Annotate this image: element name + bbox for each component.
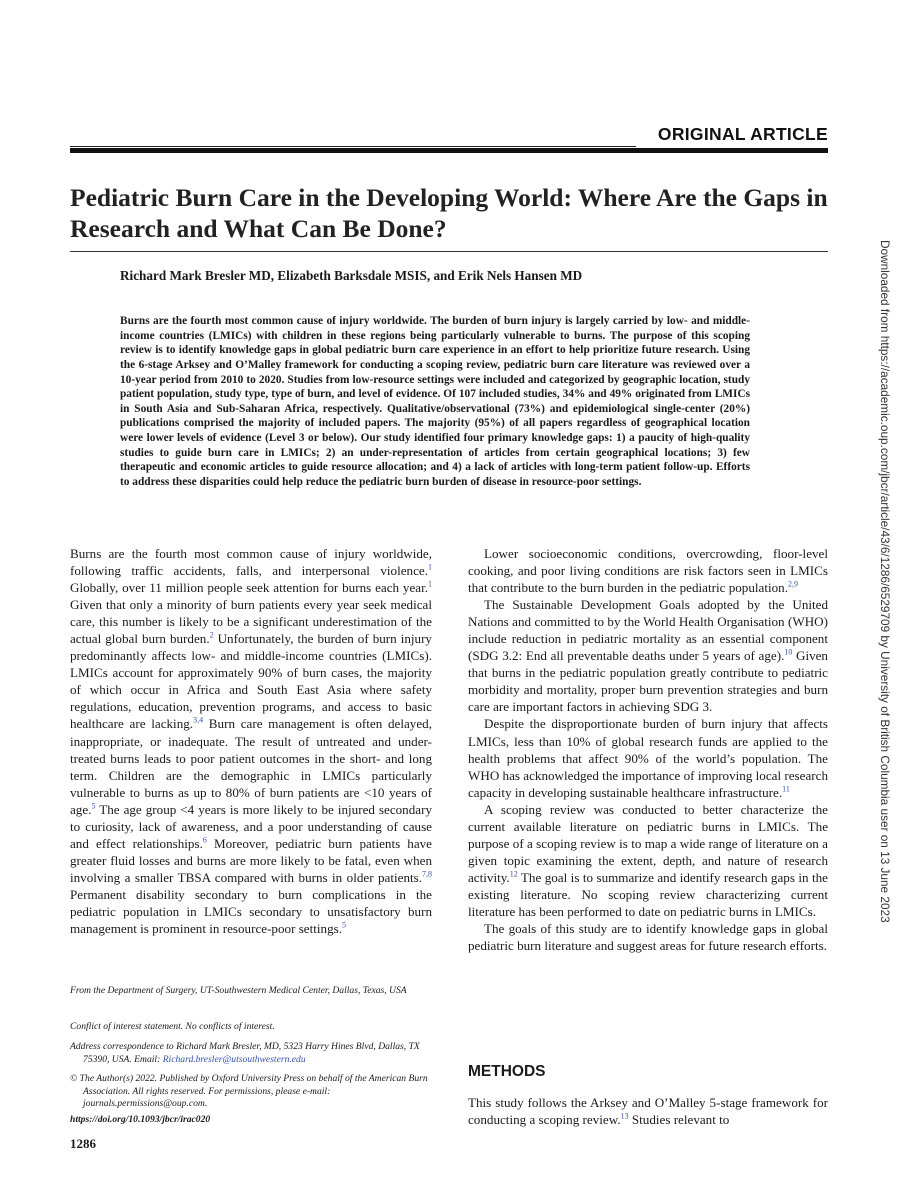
correspondence-email-link[interactable]: Richard.bresler@utsouthwestern.edu: [162, 1053, 306, 1065]
correspondence-address: Address correspondence to Richard Mark Bresler, MD, 5323 Harry Hines Blvd, Dallas, TX 75390, USA. Email:: [70, 1041, 420, 1065]
paragraph-text: Unfortunately, the burden of burn injury predominantly affects low- and middle-income countries (LMICs). LMICs account for approximately 90% of burn cases, the majority of which occur in Africa and South East Asia where safety regulations, education, prevention programs, and access to basic healthcare are lacking.: [70, 631, 432, 732]
methods-text-post: Studies relevant to: [628, 1112, 730, 1128]
article-title: Pediatric Burn Care in the Developing World: Where Are the Gaps in Research and What Can Be Done?: [70, 183, 828, 243]
paragraph-text: Burn care management is often delayed, inappropriate, or inadequate. The result of untreated and under-treated burns leads to poor patient outcomes in the short- and long term. Children are the demographic in LMICs particularly vulnerable to burns as up to 80% of burn patients are <10 years of age.: [70, 716, 432, 817]
download-notice-text: Downloaded from https://academic.oup.com/jbcr/article/43/6/1286/6529709 by University of British Columbia user on 13 June 2023: [878, 240, 892, 923]
paragraph-text: A scoping review was conducted to better characterize the current available literature on pediatric burns in LMICs. The purpose of a scoping review is to map a wide range of literature on a given topic examining the extent, depth, and nature of research activity.: [468, 801, 828, 885]
header-rule-thick: [70, 148, 828, 153]
correspondence-text: [70, 1041, 435, 1066]
reference-link[interactable]: 3,4: [193, 716, 204, 726]
paragraph-text: Globally, over 11 million people seek attention for burns each year.: [70, 580, 428, 596]
reference-link[interactable]: 10: [784, 647, 793, 657]
footnote-copyright: [70, 1073, 435, 1111]
footnote-affiliation: [70, 985, 435, 998]
reference-link[interactable]: 1: [428, 579, 432, 589]
section-label: ORIGINAL ARTICLE: [657, 124, 828, 144]
body-paragraph: [468, 545, 828, 596]
page-number: 1286: [70, 1136, 96, 1151]
methods-text: [468, 1094, 828, 1128]
reference-link[interactable]: 2: [209, 630, 214, 640]
reference-link[interactable]: 13: [620, 1111, 629, 1121]
footnote-conflict: [70, 1021, 435, 1034]
reference-link[interactable]: 7,8: [422, 869, 432, 879]
paragraph-text: The age group <4 years is more likely to be injured secondary to curiosity, lack of awareness, and a poor understanding of cause and effect relationships.: [70, 801, 432, 851]
reference-link[interactable]: 6: [202, 835, 207, 845]
reference-link[interactable]: 2,9: [788, 579, 798, 589]
methods-text-pre: This study follows the Arksey and O’Malley 5-stage framework for conducting a scoping review.: [468, 1095, 828, 1128]
reference-link[interactable]: 5: [91, 801, 96, 811]
paragraph-text: Lower socioeconomic conditions, overcrowding, floor-level cooking, and poor living conditions are risk factors seen in LMICs that contribute to the burn burden in the pediatric population.: [468, 546, 828, 596]
author-list: Richard Mark Bresler MD, Elizabeth Barksdale MSIS, and Erik Nels Hansen MD: [120, 268, 583, 283]
paragraph-text: The goals of this study are to identify knowledge gaps in global pediatric burn literature and suggest areas for future research efforts.: [468, 921, 828, 954]
reference-link[interactable]: 12: [509, 869, 518, 879]
body-column-right: [468, 545, 828, 954]
title-rule: [70, 251, 828, 252]
paragraph-text: Moreover, pediatric burn patients have greater fluid losses and burns are more likely to be fatal, even when involving a smaller TBSA compared with burns in older patients.: [70, 835, 432, 885]
paragraph-text: Permanent disability secondary to burn complications in the pediatric population in LMICs secondary to unsatisfactory burn management is prominent in resource-poor settings.: [70, 886, 432, 937]
footnote-correspondence: [70, 1041, 435, 1066]
body-paragraph: [468, 801, 828, 920]
affiliation-text: From the Department of Surgery, UT-Southwestern Medical Center, Dallas, Texas, USA: [70, 985, 407, 996]
conflict-text: Conflict of interest statement. No conflicts of interest.: [70, 1021, 275, 1032]
body-paragraph: [468, 596, 828, 715]
copyright-text: © The Author(s) 2022. Published by Oxford University Press on behalf of the American Burn Association. All rights reserved. For permissions, please e-mail: journals.permissions@oup.com.: [70, 1073, 428, 1110]
paragraph-text: The goal is to summarize and identify research gaps in the existing literature. No scoping review characterizing current literature has been performed to date on pediatric burns in LMICs.: [468, 869, 828, 919]
body-paragraph: [468, 715, 828, 800]
doi-link[interactable]: https://doi.org/10.1093/jbcr/irac020: [70, 1114, 211, 1125]
reference-link[interactable]: 1: [428, 562, 432, 572]
body-paragraph: [70, 545, 432, 937]
body-column-left: [70, 545, 432, 937]
methods-heading: METHODS: [468, 1063, 546, 1080]
paragraph-text: Given that only a minority of burn patients every year seek medical care, this number is likely to be a significant underestimation of the actual global burn burden.: [70, 597, 432, 647]
download-notice: [878, 240, 894, 1140]
body-paragraph: [468, 920, 828, 954]
paragraph-text: The Sustainable Development Goals adopted by the United Nations and committed to by the World Health Organisation (WHO) include reduction in pediatric mortality as an essential component (SDG 3.2: End all preventable deaths under 5 years of age).: [468, 597, 828, 664]
abstract: Burns are the fourth most common cause of injury worldwide. The burden of burn injury is largely carried by low- and middle-income countries (LMICs) with children in these regions being particularly vulnerable to burns. The purpose of this scoping review is to identify knowledge gaps in global pediatric burn care experience in an effort to help prioritize future research. Using the 6-stage Arksey and O’Malley framework for conducting a scoping review, pediatric burn care literature was reviewed over a 10-year period from 2010 to 2020. Studies from low-resource settings were included and categorized by geographic location, study patient population, study type, type of burn, and level of evidence. Of 107 included studies, 34% and 49% originated from LMICs in South Asia and Sub-Saharan Africa, respectively. Qualitative/observational (73%) and epidemiological single-center (20%) publications comprised the majority of included papers. The majority (95%) of all papers regardless of geographical location were lower levels of evidence (Level 3 or below). Our study identified four primary knowledge gaps: 1) a paucity of high-quality studies to guide burn care in LMICs; 2) an under-representation of articles from certain geographical locations; 3) few therapeutic and economic articles to guide resource allocation; and 4) a lack of articles with long-term patient follow-up. Efforts to address these disparities could help reduce the pediatric burn burden of disease in resource-poor settings.: [120, 315, 750, 488]
header-rule-thin: [70, 146, 636, 147]
paragraph-text: Burns are the fourth most common cause of injury worldwide, following traffic accidents, falls, and interpersonal violence.: [70, 546, 432, 579]
reference-link[interactable]: 11: [782, 784, 790, 794]
paragraph-text: Despite the disproportionate burden of burn injury that affects LMICs, less than 10% of global research funds are applied to the health problems that affect 90% of the world’s population. The WHO has acknowledged the importance of improving local research capacity in developing sustainable healthcare infrastructure.: [468, 716, 828, 800]
reference-link[interactable]: 5: [342, 920, 346, 930]
paragraph-text: Given that burns in the pediatric population greatly contribute to pediatric morbidity and mortality, proper burn prevention strategies and burn care are important factors in achieving SDG 3.: [468, 648, 828, 715]
